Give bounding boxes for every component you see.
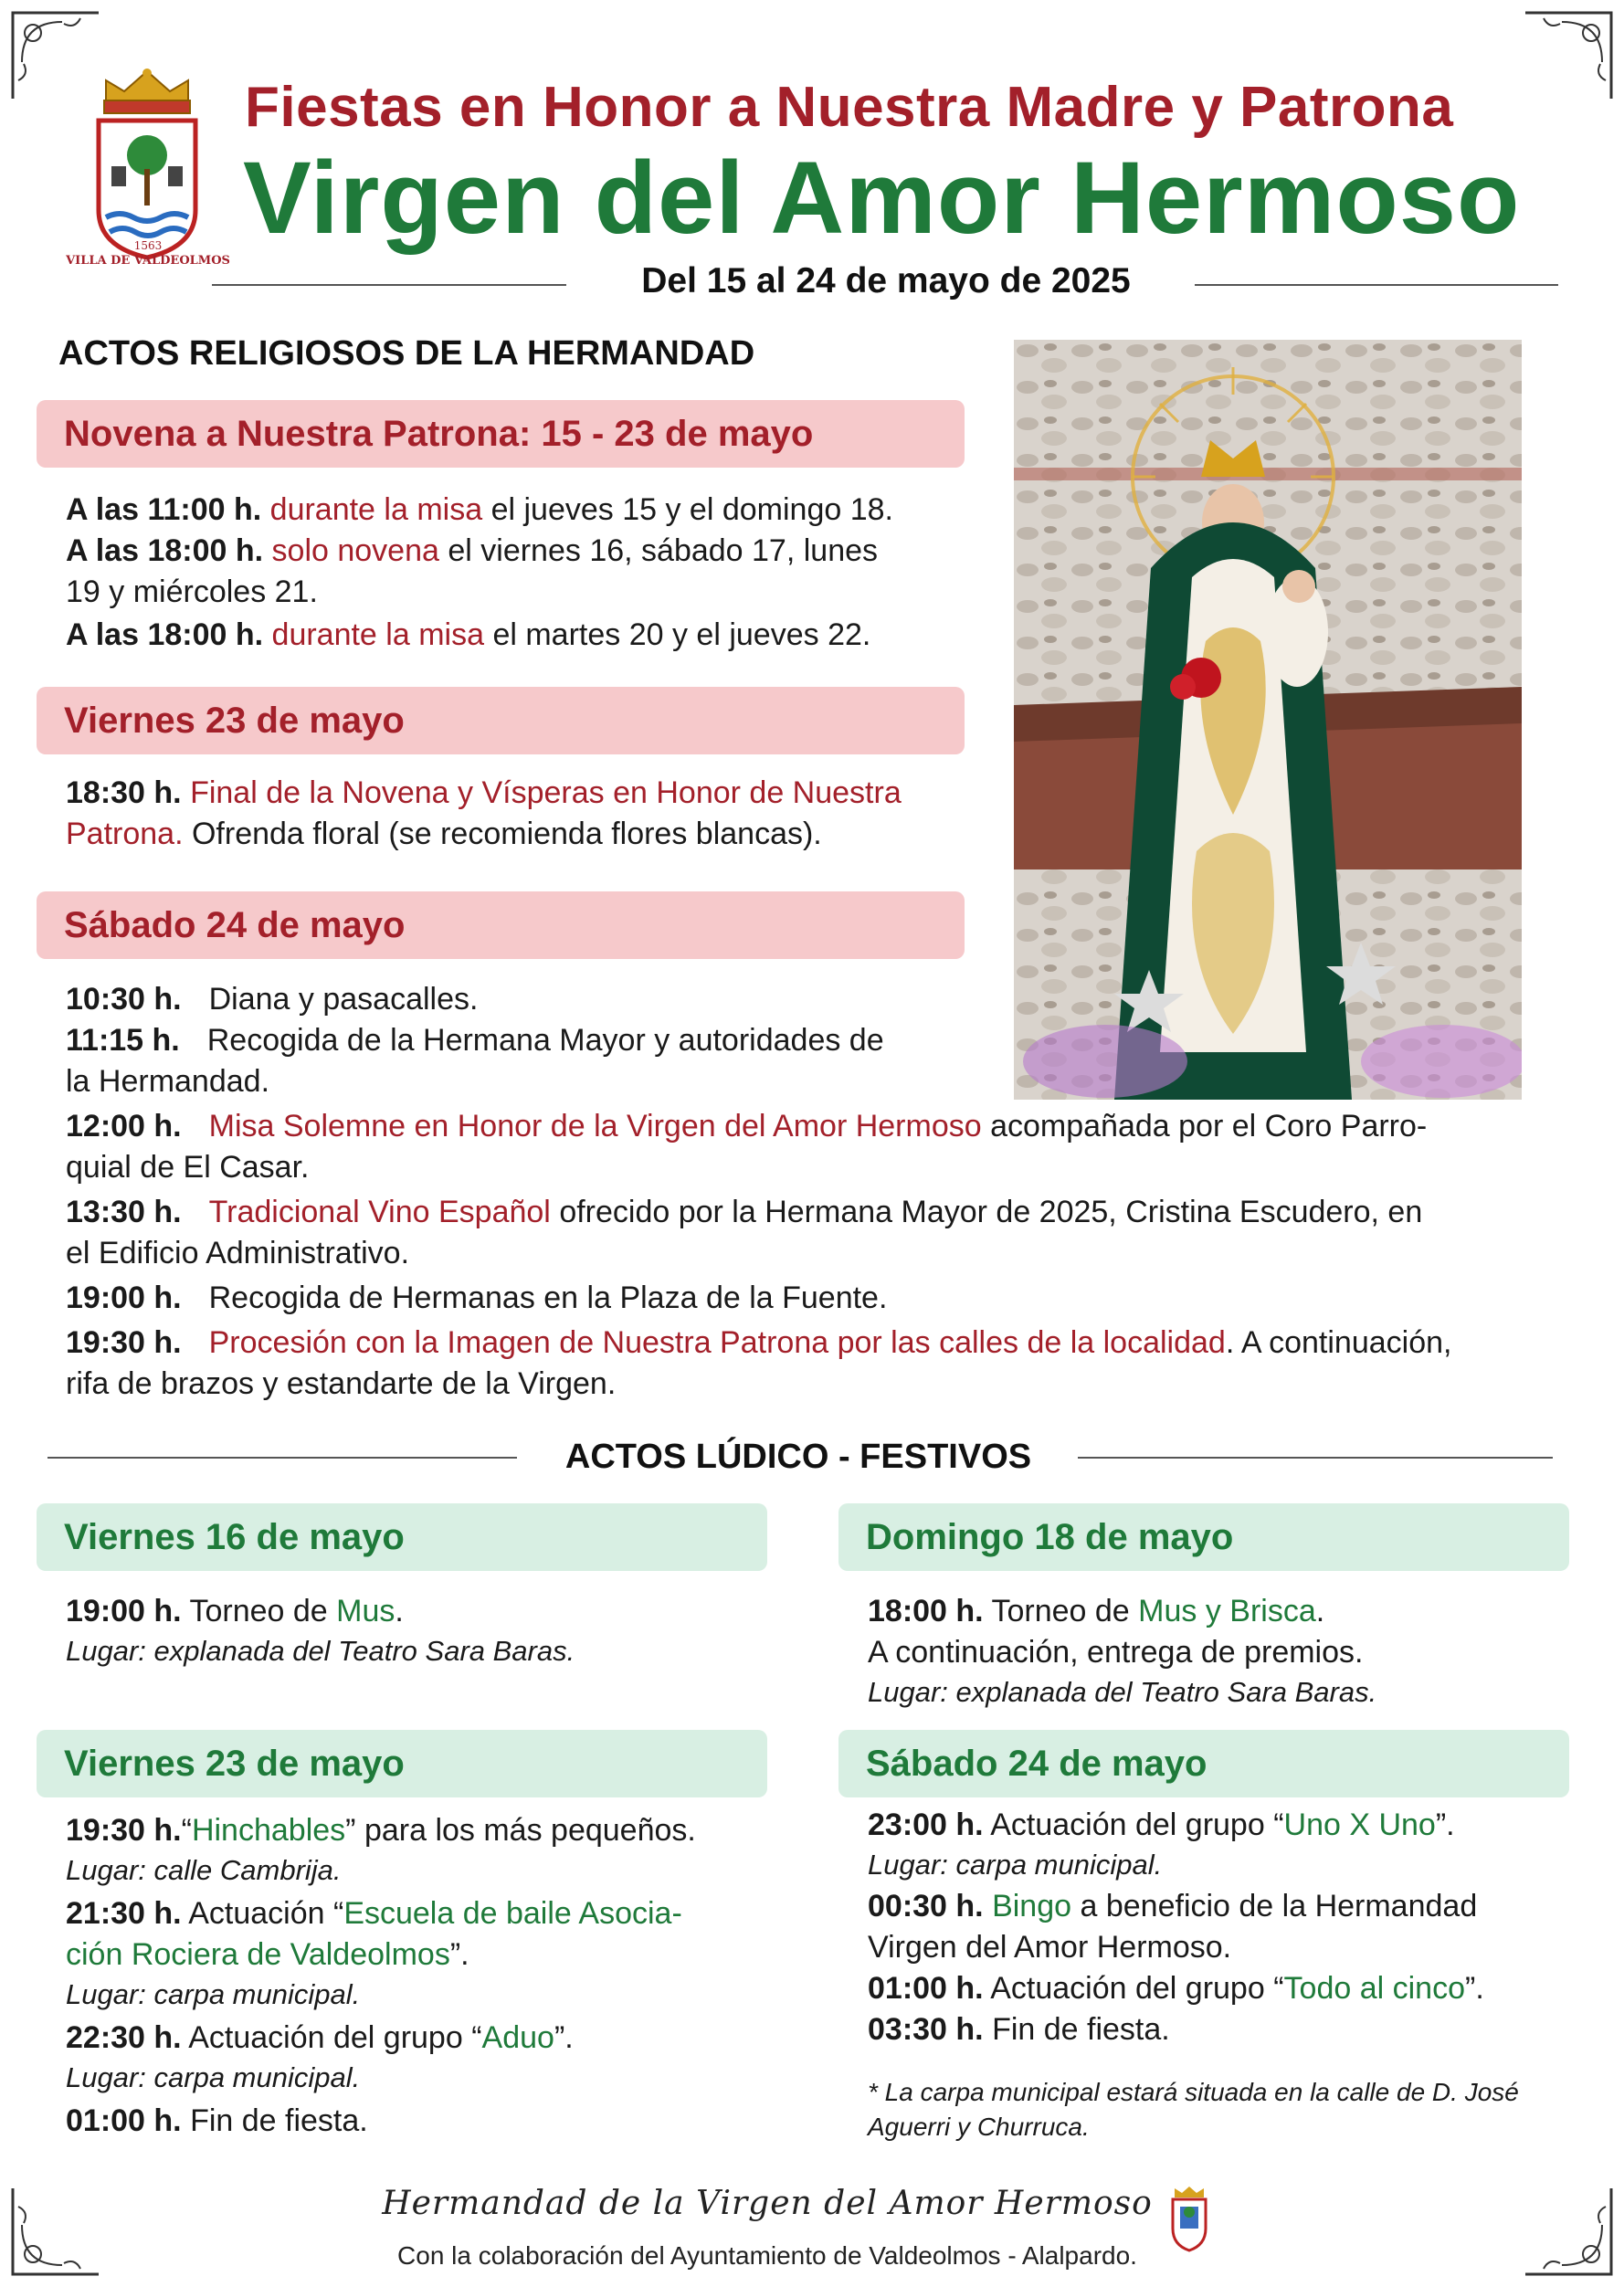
schedule-item: 11:15 h. Recogida de la Hermana Mayor y autoridades de	[66, 1023, 884, 1058]
novena-line: A las 18:00 h. durante la misa el martes 20 y el jueves 22.	[66, 617, 871, 652]
crest-label: VILLA DE VALDEOLMOS	[66, 254, 230, 268]
friday-23-festive-heading: Viernes 23 de mayo	[37, 1730, 767, 1797]
saturday-24-festive-schedule: 23:00 h. Actuación del grupo “Uno X Uno”. Lugar: carpa municipal. 00:30 h. Bingo a beneficio de la Hermandad Virgen del Amor Hermoso. 01:00 h. Actuación del grupo “Todo al cinco”. 03:30 h. Fin de fiesta.	[868, 1805, 1589, 2050]
sunday-18-heading: Domingo 18 de mayo	[838, 1503, 1569, 1571]
religious-section-title: ACTOS RELIGIOSOS DE LA HERMANDAD	[58, 334, 755, 373]
schedule-item: 12:00 h. Misa Solemne en Honor de la Virgen del Amor Hermoso acompañada por el Coro Parro-	[66, 1109, 1428, 1144]
friday-16-schedule: 19:00 h. Torneo de Mus. Lugar: explanada del Teatro Sara Baras.	[66, 1591, 769, 1670]
virgin-statue-photo	[1014, 340, 1522, 1100]
footer-collaboration: Con la colaboración del Ayuntamiento de Valdeolmos - Alalpardo.	[397, 2241, 1137, 2270]
friday-23-religious-text: 18:30 h. Final de la Novena y Vísperas en Honor de Nuestra Patrona. Ofrenda floral (se recomienda flores blancas).	[66, 775, 902, 851]
saturday-24-festive-heading: Sábado 24 de mayo	[838, 1730, 1569, 1797]
divider	[47, 1457, 517, 1459]
date-range: Del 15 al 24 de mayo de 2025	[641, 261, 1131, 300]
carpa-note: * La carpa municipal estará situada en la calle de D. José Aguerri y Churruca.	[868, 2078, 1519, 2141]
small-crest-icon	[1167, 2185, 1211, 2252]
friday-23-festive-schedule: 19:30 h.“Hinchables” para los más pequeños. Lugar: calle Cambrija. 21:30 h. Actuación “Escuela de baile Asocia- ción Rociera de Valdeolmos”. Lugar: carpa municipal. 22:30 h. Actuación del grupo “Aduo”. Lugar: carpa municipal. 01:00 h. Fin de fiesta.	[66, 1810, 778, 2142]
location-text: Lugar: calle Cambrija.	[66, 1854, 342, 1886]
novena-line-cont: 19 y miércoles 21.	[66, 574, 318, 609]
divider	[212, 284, 566, 286]
location-text: Lugar: explanada del Teatro Sara Baras.	[66, 1635, 575, 1667]
corner-ornament-icon	[7, 2179, 108, 2280]
location-text: Lugar: carpa municipal.	[66, 1978, 361, 2010]
crest-year: 1563	[133, 239, 163, 252]
location-text: Lugar: carpa municipal.	[868, 1849, 1163, 1881]
schedule-item: 10:30 h. Diana y pasacalles.	[66, 982, 479, 1017]
friday-23-religious-heading: Viernes 23 de mayo	[37, 687, 965, 754]
footer-hermandad: Hermandad de la Virgen del Amor Hermoso	[382, 2185, 1153, 2222]
schedule-item: 13:30 h. Tradicional Vino Español ofrecido por la Hermana Mayor de 2025, Cristina Escudero, en	[66, 1195, 1423, 1229]
schedule-item: 19:00 h. Recogida de Hermanas en la Plaza de la Fuente.	[66, 1281, 888, 1315]
saturday-24-religious-heading: Sábado 24 de mayo	[37, 891, 965, 959]
divider	[1195, 284, 1558, 286]
novena-schedule	[66, 490, 988, 656]
friday-16-heading: Viernes 16 de mayo	[37, 1503, 767, 1571]
saturday-24-religious-schedule: 10:30 h. Diana y pasacalles. 11:15 h. Recogida de la Hermana Mayor y autoridades de la Hermandad. 12:00 h. Misa Solemne en Honor de la Virgen del Amor Hermoso acompañada por el Coro Parro- quial de El Casar. 13:30 h. Tradicional Vino Español ofrecido por la Hermana Mayor de 2025, Cristina Escudero, en el Edificio Administrativo. 19:00 h. Recogida de Hermanas en la Plaza de la Fuente. 19:30 h. Procesión con la Imagen de Nuestra Patrona por las calles de la localidad. A continuación, rifa de brazos y estandarte de la Virgen.	[66, 979, 1573, 1405]
corner-ornament-icon	[1516, 2179, 1617, 2280]
schedule-item: 19:30 h. Procesión con la Imagen de Nuestra Patrona por las calles de la localidad. A continuación,	[66, 1325, 1452, 1360]
festive-section-title: ACTOS LÚDICO - FESTIVOS	[564, 1438, 1032, 1476]
page-title: Virgen del Amor Hermoso	[243, 141, 1521, 255]
header-line1: Fiestas en Honor a Nuestra Madre y Patrona	[245, 76, 1454, 139]
location-text: Lugar: carpa municipal.	[66, 2061, 361, 2093]
novena-heading: Novena a Nuestra Patrona: 15 - 23 de mayo	[37, 400, 965, 468]
location-text: Lugar: explanada del Teatro Sara Baras.	[868, 1676, 1377, 1708]
novena-line: A las 18:00 h. solo novena el viernes 16, sábado 17, lunes	[66, 533, 879, 568]
sunday-18-schedule: 18:00 h. Torneo de Mus y Brisca. A continuación, entrega de premios. Lugar: explanada del Teatro Sara Baras.	[868, 1591, 1571, 1712]
novena-line: A las 11:00 h. durante la misa el jueves 15 y el domingo 18.	[66, 492, 893, 527]
divider	[1078, 1457, 1553, 1459]
